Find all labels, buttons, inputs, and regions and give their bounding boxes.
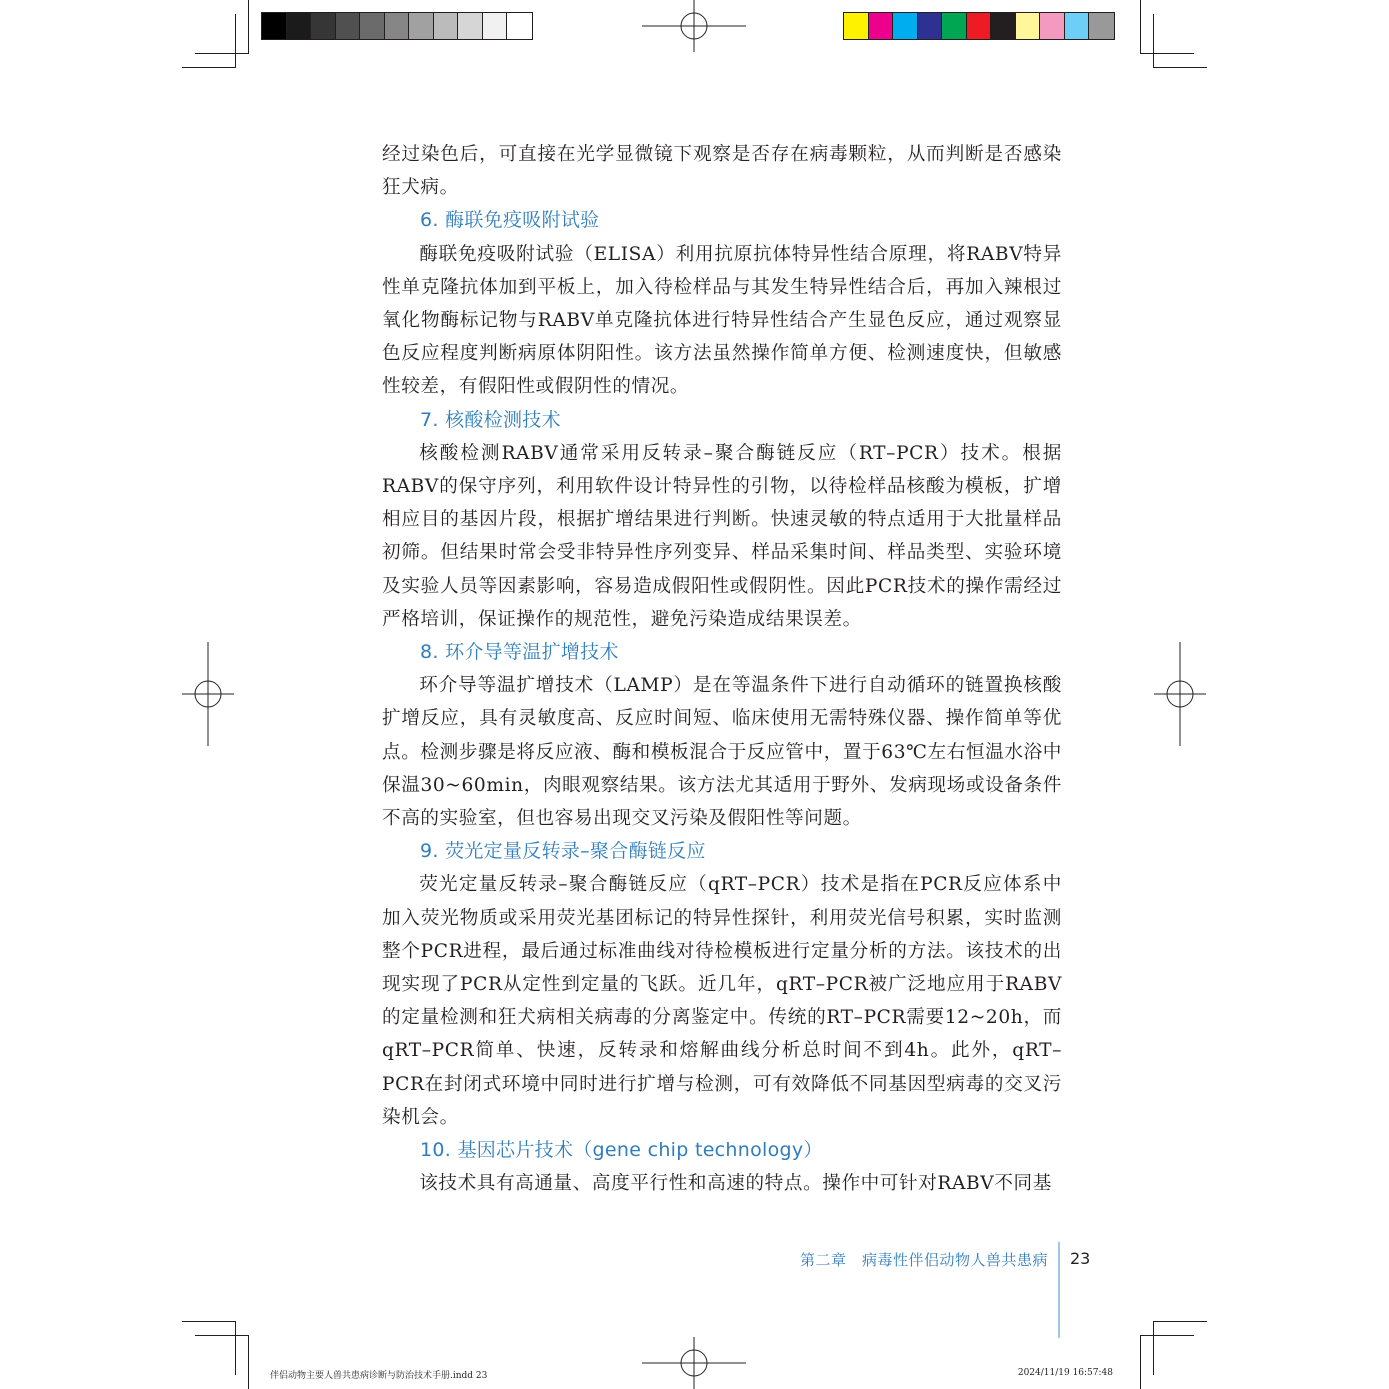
section-heading: 9. 荧光定量反转录–聚合酶链反应 (420, 840, 706, 863)
slug-timestamp: 2024/11/19 16:57:48 (1017, 1368, 1113, 1378)
color-swatch (287, 13, 312, 39)
paragraph: 环介导等温扩增技术（LAMP）是在等温条件下进行自动循环的链置换核酸扩增反应，具有灵敏度高、反应时间短、临床使用无需特殊仪器、操作简单等优点。检测步骤是将反应液、酶和模板混合于反应管中，置于63℃左右恒温水浴中保温30~60min，肉眼观察结果。该方法尤其适用于野外、发病现场或设备条件不高的实验室，但也容易出现交叉污染及假阳性等问题。 (382, 675, 1062, 830)
color-swatch (991, 13, 1016, 39)
page-number: 23 (1070, 1249, 1091, 1268)
color-swatch (434, 13, 459, 39)
registration-mark-icon (182, 642, 234, 746)
color-swatch (336, 13, 361, 39)
folio-divider (1058, 1242, 1060, 1338)
paragraph: 荧光定量反转录–聚合酶链反应（qRT–PCR）技术是指在PCR反应体系中加入荧光物质或采用荧光基团标记的特异性探针，利用荧光信号积累，实时监测整个PCR进程，最后通过标准曲线对待检模板进行定量分析的方法。该技术的出现实现了PCR从定性到定量的飞跃。近几年，qRT–PCR被广泛地应用于RABV的定量检测和狂犬病相关病毒的分离鉴定中。传统的RT–PCR需要12~20h，而qRT–PCR简单、快速，反转录和熔解曲线分析总时间不到4h。此外，qRT–PCR在封闭式环境中同时进行扩增与检测，可有效降低不同基因型病毒的交叉污染机会。 (382, 874, 1062, 1128)
color-swatch (262, 13, 287, 39)
crop-mark (1140, 1335, 1194, 1336)
section-heading: 7. 核酸检测技术 (420, 408, 561, 431)
color-swatch (311, 13, 336, 39)
color-swatch (918, 13, 943, 39)
slug-file-name: 伴侣动物主要人兽共患病诊断与防治技术手册.indd 23 (270, 1371, 488, 1381)
crop-mark (1153, 67, 1207, 68)
color-swatch (1040, 13, 1065, 39)
crop-mark (182, 67, 236, 68)
crop-mark (248, 0, 249, 54)
color-swatch (1016, 13, 1041, 39)
color-swatch (844, 13, 869, 39)
color-swatch (507, 13, 532, 39)
paragraph: 经过染色后，可直接在光学显微镜下观察是否存在病毒颗粒，从而判断是否感染狂犬病。 (382, 144, 1062, 199)
section-heading: 8. 环介导等温扩增技术 (420, 641, 619, 664)
crop-mark (1140, 53, 1194, 54)
crop-mark (1153, 14, 1154, 68)
crop-mark (182, 1321, 236, 1322)
registration-mark-icon (642, 0, 746, 52)
color-swatch (458, 13, 483, 39)
color-swatch (942, 13, 967, 39)
crop-mark (195, 53, 249, 54)
crop-mark (1153, 1321, 1154, 1375)
grayscale-color-bar (261, 12, 533, 40)
color-swatch (360, 13, 385, 39)
color-swatch (1065, 13, 1090, 39)
color-swatch (869, 13, 894, 39)
paragraph: 该技术具有高通量、高度平行性和高速的特点。操作中可针对RABV不同基 (419, 1173, 1052, 1195)
crop-mark (235, 1321, 236, 1375)
paragraph: 核酸检测RABV通常采用反转录–聚合酶链反应（RT–PCR）技术。根据RABV的保守序列，利用软件设计特异性的引物，以待检样品核酸为模板，扩增相应目的基因片段，根据扩增结果进行判断。快速灵敏的特点适用于大批量样品初筛。但结果时常会受非特异性序列变异、样品采集时间、样品类型、实验环境及实验人员等因素影响，容易造成假阳性或假阴性。因此PCR技术的操作需经过严格培训，保证操作的规范性，避免污染造成结果误差。 (382, 442, 1062, 630)
color-swatch (1089, 13, 1114, 39)
crop-mark (235, 14, 236, 68)
color-swatch (967, 13, 992, 39)
registration-mark-icon (1154, 642, 1206, 746)
crop-mark (1140, 1335, 1141, 1389)
color-swatch (483, 13, 508, 39)
color-swatch (385, 13, 410, 39)
color-swatch (893, 13, 918, 39)
registration-mark-icon (642, 1337, 746, 1389)
section-heading: 10. 基因芯片技术（gene chip technology） (420, 1139, 823, 1162)
crop-mark (195, 1335, 249, 1336)
crop-mark (248, 1335, 249, 1389)
section-heading: 6. 酶联免疫吸附试验 (420, 209, 600, 232)
paragraph: 酶联免疫吸附试验（ELISA）利用抗原抗体特异性结合原理，将RABV特异性单克隆抗体加到平板上，加入待检样品与其发生特异性结合后，再加入辣根过氧化物酶标记物与RABV单克隆抗体进行特异性结合产生显色反应，通过观察显色反应程度判断病原体阴阳性。该方法虽然操作简单方便、检测速度快，但敏感性较差，有假阳性或假阴性的情况。 (382, 243, 1062, 398)
crop-mark (1153, 1321, 1207, 1322)
process-color-bar (843, 12, 1115, 40)
color-swatch (409, 13, 434, 39)
running-head: 第二章 病毒性伴侣动物人兽共患病 (799, 1251, 1048, 1269)
crop-mark (1140, 0, 1141, 54)
page-body (382, 138, 1062, 1201)
